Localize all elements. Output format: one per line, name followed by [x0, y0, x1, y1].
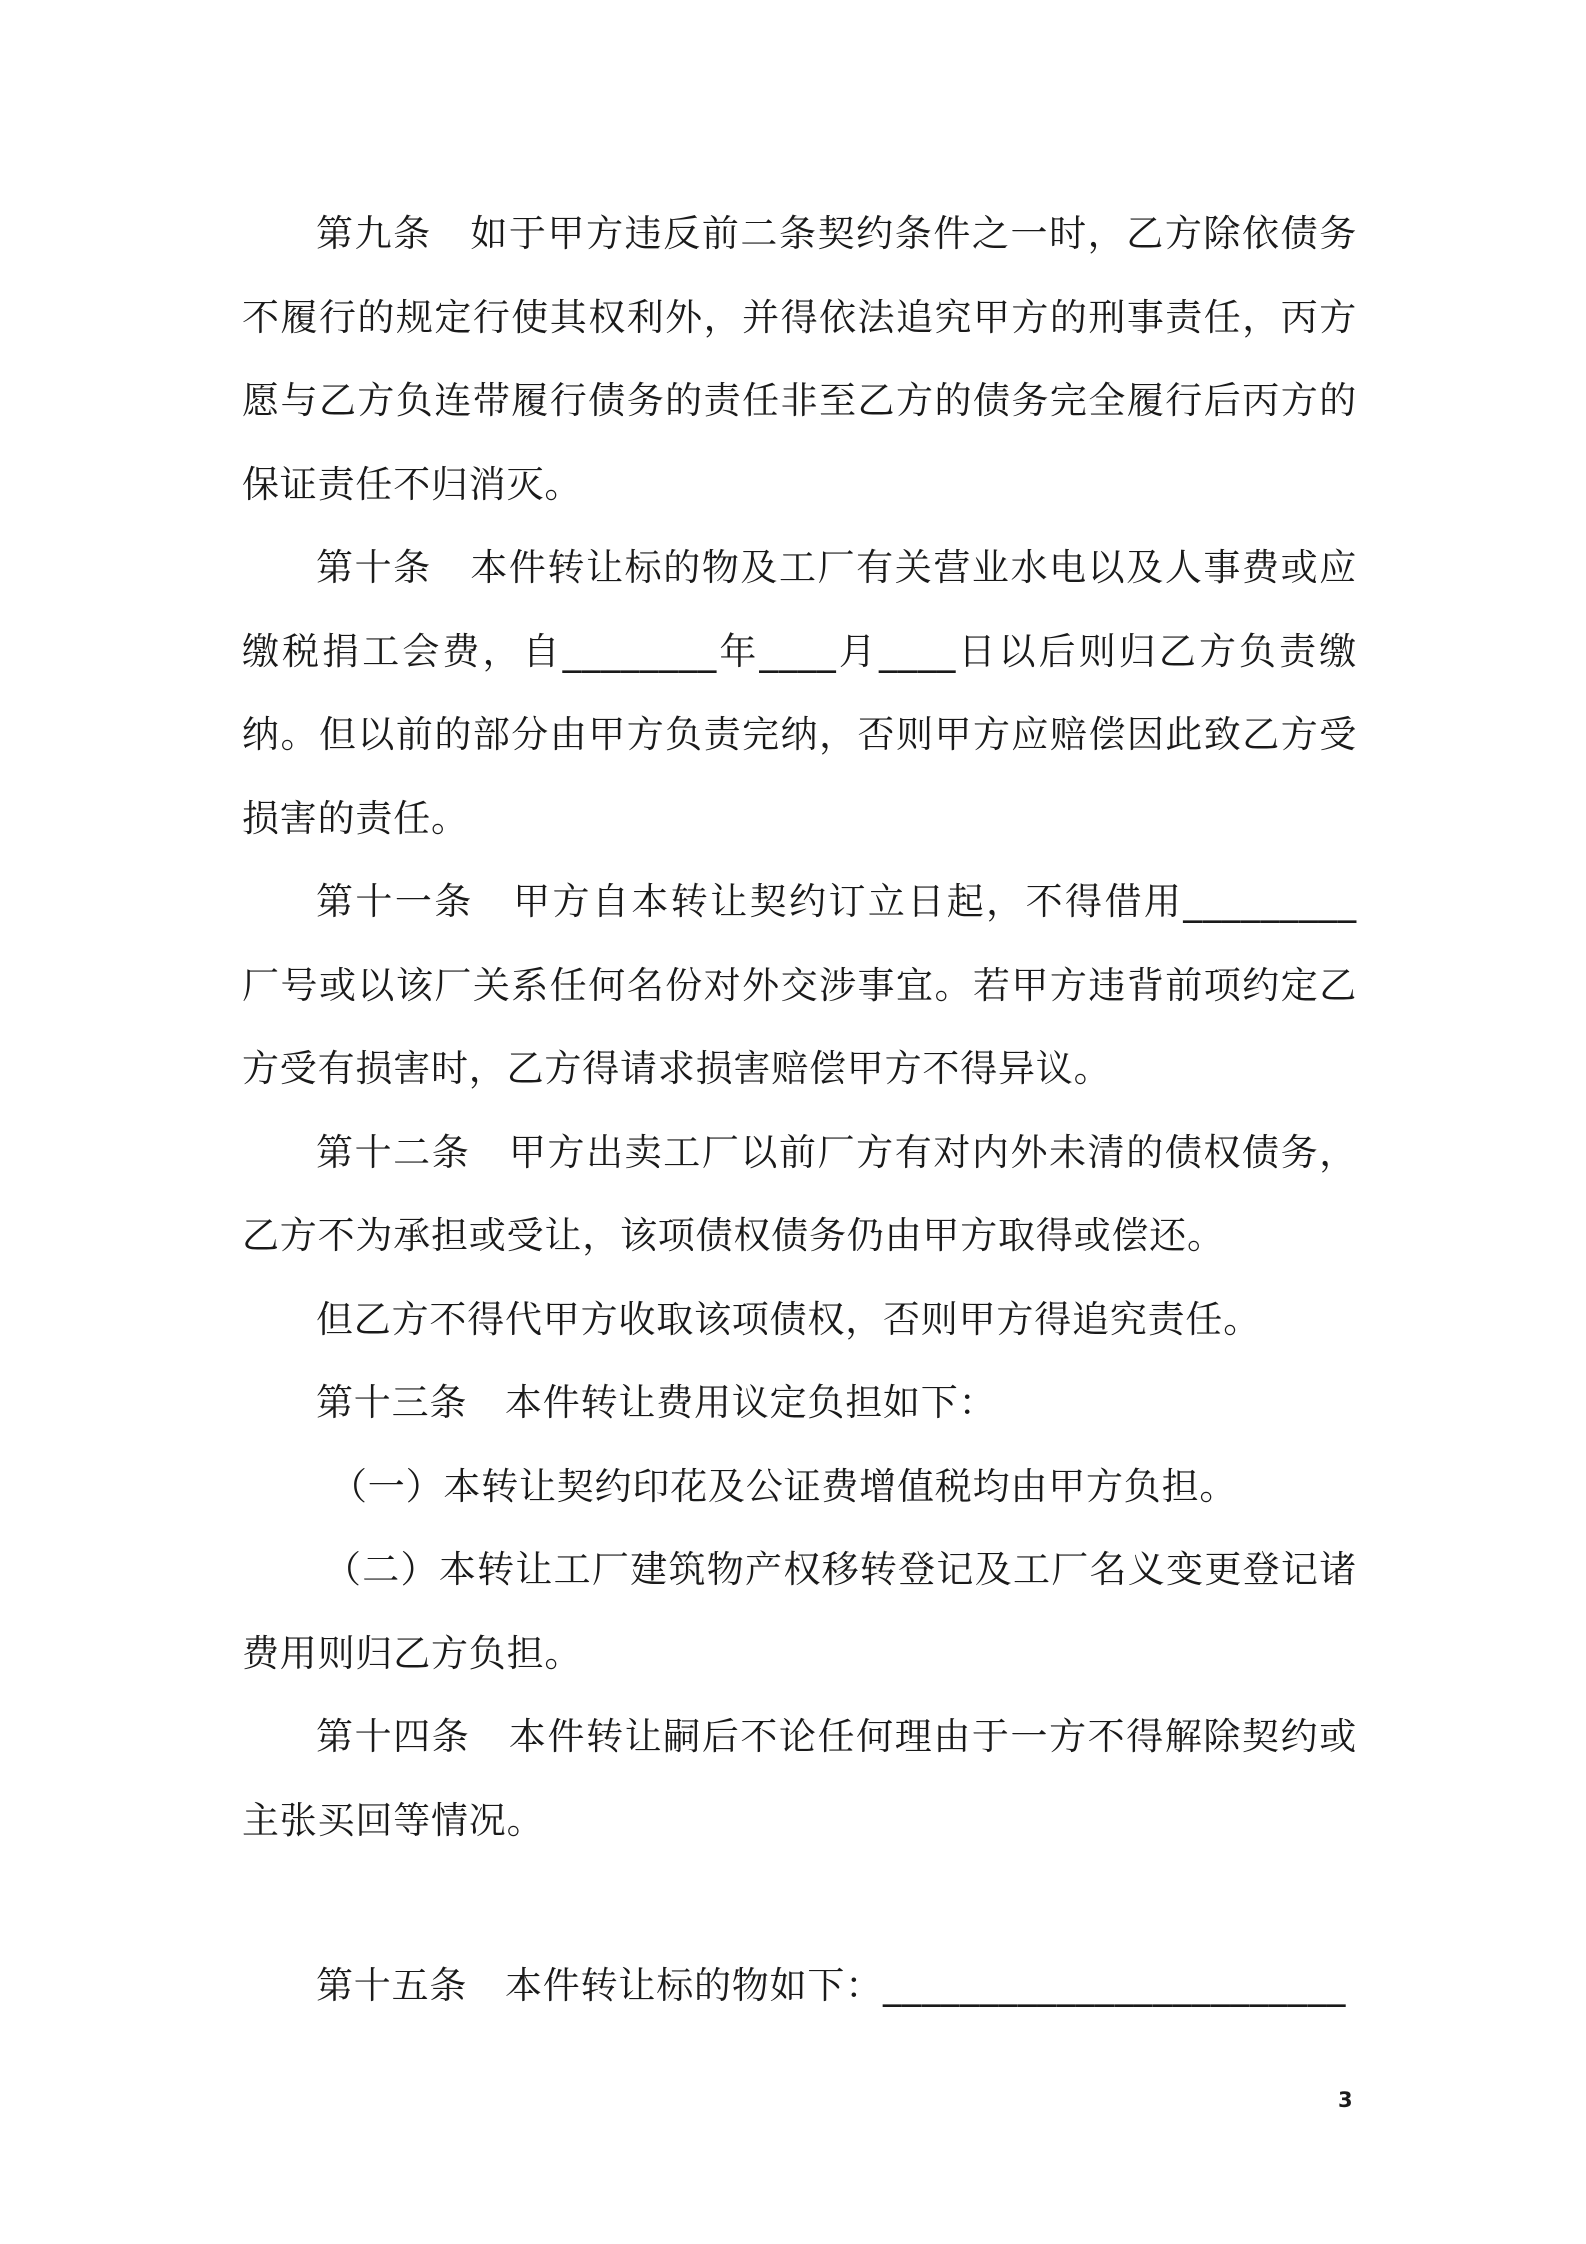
page-number: 3	[1338, 2088, 1353, 2112]
article-12-paragraph: 第十二条 甲方出卖工厂以前厂方有对内外未清的债权债务，乙方不为承担或受让，该项债权债务仍由甲方取得或偿还。	[242, 1130, 1357, 1257]
article-13-item-2: （二）本转让工厂建筑物产权移转登记及工厂名义变更登记诸费用则归乙方负担。	[242, 1548, 1357, 1675]
article-11-paragraph: 第十一条 甲方自本转让契约订立日起，不得借用_________厂号或以该厂关系任何名份对外交涉事宜。若甲方违背前项约定乙方受有损害时，乙方得请求损害赔偿甲方不得异议。	[242, 880, 1357, 1090]
article-9-paragraph: 第九条 如于甲方违反前二条契约条件之一时，乙方除依债务不履行的规定行使其权利外，并得依法追究甲方的刑事责任，丙方愿与乙方负连带履行债务的责任非至乙方的债务完全履行后丙方的保证责任不归消灭。	[242, 212, 1357, 506]
article-13-paragraph: 第十三条 本件转让费用议定负担如下：	[316, 1381, 997, 1424]
article-10-paragraph: 第十条 本件转让标的物及工厂有关营业水电以及人事费或应缴税捐工会费，自________年____月____日以后则归乙方负责缴纳。但以前的部分由甲方负责完纳，否则甲方应赔偿因此致乙方受损害的责任。	[242, 546, 1357, 840]
document-body	[242, 192, 1357, 2028]
article-14-paragraph: 第十四条 本件转让嗣后不论任何理由于一方不得解除契约或主张买回等情况。	[242, 1715, 1357, 1842]
article-13-item-1: （一）本转让契约印花及公证费增值税均由甲方负担。	[330, 1464, 1238, 1508]
article-12-continuation-paragraph: 但乙方不得代甲方收取该项债权，否则甲方得追究责任。	[316, 1297, 1261, 1341]
article-15-paragraph: 第十五条 本件转让标的物如下：________________________	[316, 1964, 1347, 2007]
